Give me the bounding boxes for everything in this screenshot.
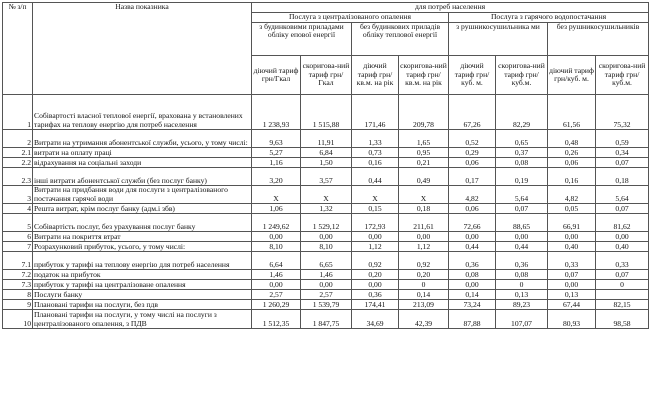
- row-value: 0,00: [252, 280, 301, 290]
- row-value: 0,13: [548, 290, 596, 300]
- row-number: 2.3: [3, 168, 33, 186]
- row-value: 1,12: [352, 242, 399, 252]
- row-value: 0,20: [399, 270, 449, 280]
- row-number: 1: [3, 95, 33, 130]
- row-value: 0,21: [399, 158, 449, 168]
- row-value: 1 260,29: [252, 300, 301, 310]
- row-label: податок на прибуток: [33, 270, 252, 280]
- row-value: 0,06: [449, 204, 496, 214]
- row-value: 0,40: [548, 242, 596, 252]
- row-value: 0,00: [548, 232, 596, 242]
- row-value: 1,12: [399, 242, 449, 252]
- row-value: 6,65: [301, 252, 352, 270]
- row-value: 1,46: [252, 270, 301, 280]
- table-row: [3, 242, 649, 252]
- table-row: [3, 300, 649, 310]
- row-value: 6,84: [301, 148, 352, 158]
- header-hotwater: Послуга з гарячого водопостачання: [449, 13, 649, 23]
- row-value: 211,61: [399, 214, 449, 232]
- row-value: 1,06: [252, 204, 301, 214]
- table-row: [3, 290, 649, 300]
- header-with-towel-dryers: з рушникосушильника ми: [449, 23, 548, 56]
- row-value: 0,07: [596, 204, 649, 214]
- table-row: [3, 95, 649, 130]
- row-label: відрахування на соціальні заходи: [33, 158, 252, 168]
- row-value: 0,16: [352, 158, 399, 168]
- row-value: 88,65: [496, 214, 548, 232]
- row-value: 0: [596, 280, 649, 290]
- row-value: 0: [496, 280, 548, 290]
- row-value: 8,10: [301, 242, 352, 252]
- row-label: прибуток у тарифі на централізоване опалення: [33, 280, 252, 290]
- row-value: 0,26: [548, 148, 596, 158]
- row-value: 0,00: [596, 232, 649, 242]
- row-value: 0,00: [352, 232, 399, 242]
- row-value: 0,06: [548, 158, 596, 168]
- row-value: 0,36: [449, 252, 496, 270]
- row-value: 1,16: [252, 158, 301, 168]
- row-value: 0,18: [596, 168, 649, 186]
- header-num: № з/п: [3, 3, 33, 95]
- row-value: 1 512,35: [252, 310, 301, 329]
- row-label: Собівартість послуг, без урахування послуг банку: [33, 214, 252, 232]
- row-number: 4: [3, 204, 33, 214]
- row-value: 0,92: [352, 252, 399, 270]
- row-value: 171,46: [352, 95, 399, 130]
- row-value: 1 515,88: [301, 95, 352, 130]
- row-value: X: [352, 186, 399, 204]
- row-value: 0,00: [301, 280, 352, 290]
- row-value: 1,65: [399, 130, 449, 148]
- row-value: 0,95: [399, 148, 449, 158]
- row-value: 2,57: [301, 290, 352, 300]
- row-value: 0,44: [496, 242, 548, 252]
- row-value: 0,48: [548, 130, 596, 148]
- table-row: [3, 280, 649, 290]
- row-value: 0,07: [548, 270, 596, 280]
- row-value: 9,63: [252, 130, 301, 148]
- row-value: 0,06: [449, 158, 496, 168]
- row-value: 0,33: [548, 252, 596, 270]
- row-label: витрати на оплату праці: [33, 148, 252, 158]
- row-value: 82,29: [496, 95, 548, 130]
- row-number: 7.1: [3, 252, 33, 270]
- row-value: 81,62: [596, 214, 649, 232]
- header-col-5: діючий тариф грн/куб. м.: [449, 56, 496, 95]
- row-value: 73,24: [449, 300, 496, 310]
- row-value: 0,07: [496, 204, 548, 214]
- row-value: 5,64: [496, 186, 548, 204]
- header-col-3: діючий тариф грн/кв.м. на рік: [352, 56, 399, 95]
- row-value: 107,07: [496, 310, 548, 329]
- row-value: 6,64: [252, 252, 301, 270]
- row-value: 174,41: [352, 300, 399, 310]
- table-row: [3, 310, 649, 329]
- row-value: 42,39: [399, 310, 449, 329]
- row-value: 0,07: [596, 158, 649, 168]
- row-value: 4,82: [449, 186, 496, 204]
- header-without-meters: без будинкових приладів обліку теплової енергії: [352, 23, 449, 56]
- row-label: прибуток у тарифі на теплову енергію для потреб населення: [33, 252, 252, 270]
- row-value: X: [252, 186, 301, 204]
- row-value: 0,15: [352, 204, 399, 214]
- row-value: X: [301, 186, 352, 204]
- table-row: [3, 204, 649, 214]
- row-value: 80,93: [548, 310, 596, 329]
- header-with-meters: з будинковими приладами обліку епової енергії: [252, 23, 352, 56]
- table-row: [3, 148, 649, 158]
- row-value: 1 249,62: [252, 214, 301, 232]
- row-value: 0,16: [548, 168, 596, 186]
- header-col-2: скоригова-ний тариф грн/Гкал: [301, 56, 352, 95]
- row-value: 0,00: [449, 232, 496, 242]
- row-value: [596, 290, 649, 300]
- row-value: 5,64: [596, 186, 649, 204]
- row-value: 0,13: [496, 290, 548, 300]
- header-col-6: скоригова-ний тариф грн/куб.м.: [496, 56, 548, 95]
- row-label: інші витрати абонентської служби (без послуг банку): [33, 168, 252, 186]
- row-value: 0,44: [449, 242, 496, 252]
- header-heating: Послуга з централізованого опалення: [252, 13, 449, 23]
- header-col-7: діючий тариф грн/куб. м.: [548, 56, 596, 95]
- row-value: 0,36: [496, 252, 548, 270]
- row-label: Плановані тарифи на послуги, у тому числі на послуги з централізованого опалення, з ПДВ: [33, 310, 252, 329]
- row-label: Послуги банку: [33, 290, 252, 300]
- row-value: 1,50: [301, 158, 352, 168]
- row-label: Решта витрат, крім послуг банку (адм.і збв): [33, 204, 252, 214]
- row-value: 0,92: [399, 252, 449, 270]
- row-number: 2.1: [3, 148, 33, 158]
- header-without-towel-dryers: без рушникосушильників: [548, 23, 649, 56]
- header-col-8: скоригова-ний тариф грн/куб.м.: [596, 56, 649, 95]
- row-value: 4,82: [548, 186, 596, 204]
- row-value: 8,10: [252, 242, 301, 252]
- row-value: 5,27: [252, 148, 301, 158]
- row-value: 1 539,79: [301, 300, 352, 310]
- row-value: X: [399, 186, 449, 204]
- row-value: 89,23: [496, 300, 548, 310]
- row-value: 67,44: [548, 300, 596, 310]
- row-label: Плановані тарифи на послуги, без пдв: [33, 300, 252, 310]
- table-row: [3, 232, 649, 242]
- table-row: [3, 158, 649, 168]
- tariff-table: [2, 2, 649, 329]
- row-value: 66,91: [548, 214, 596, 232]
- row-value: 0,33: [596, 252, 649, 270]
- row-number: 2: [3, 130, 33, 148]
- row-value: 0,00: [548, 280, 596, 290]
- row-value: 3,20: [252, 168, 301, 186]
- row-label: Собівартості власної теплової енергії, врахована у встановлених тарифах на теплову енергію для потреб населення: [33, 95, 252, 130]
- table-row: [3, 270, 649, 280]
- table-body: [3, 95, 649, 329]
- row-value: 0,18: [399, 204, 449, 214]
- row-value: 0,07: [596, 270, 649, 280]
- row-value: 172,93: [352, 214, 399, 232]
- row-value: 0,08: [449, 270, 496, 280]
- row-value: 0,49: [399, 168, 449, 186]
- row-number: 9: [3, 300, 33, 310]
- row-number: 10: [3, 310, 33, 329]
- row-value: 0,00: [252, 232, 301, 242]
- row-value: 75,32: [596, 95, 649, 130]
- row-value: 1 847,75: [301, 310, 352, 329]
- row-value: 209,78: [399, 95, 449, 130]
- row-value: 0,37: [496, 148, 548, 158]
- row-value: 0: [399, 280, 449, 290]
- row-label: Витрати на покриття втрат: [33, 232, 252, 242]
- table-row: [3, 168, 649, 186]
- row-value: 11,91: [301, 130, 352, 148]
- row-value: 0,08: [496, 270, 548, 280]
- row-value: 1,33: [352, 130, 399, 148]
- row-number: 8: [3, 290, 33, 300]
- table-row: [3, 214, 649, 232]
- row-value: 0,00: [301, 232, 352, 242]
- row-value: 0,00: [496, 232, 548, 242]
- table-row: [3, 130, 649, 148]
- row-value: 0,05: [548, 204, 596, 214]
- row-label: Витрати на утримання абонентської служби, усього, у тому числі:: [33, 130, 252, 148]
- row-value: 1 529,12: [301, 214, 352, 232]
- row-value: 2,57: [252, 290, 301, 300]
- row-number: 3: [3, 186, 33, 204]
- row-value: 0,36: [352, 290, 399, 300]
- row-number: 5: [3, 214, 33, 232]
- row-value: 3,57: [301, 168, 352, 186]
- row-value: 61,56: [548, 95, 596, 130]
- row-value: 1 238,93: [252, 95, 301, 130]
- row-value: 0,34: [596, 148, 649, 158]
- row-value: 1,32: [301, 204, 352, 214]
- row-value: 0,59: [596, 130, 649, 148]
- row-value: 0,20: [352, 270, 399, 280]
- row-value: 72,66: [449, 214, 496, 232]
- row-value: 0,52: [449, 130, 496, 148]
- row-value: 0,19: [496, 168, 548, 186]
- header-name: Назва показника: [33, 3, 252, 95]
- row-value: 0,14: [399, 290, 449, 300]
- row-value: 0,29: [449, 148, 496, 158]
- row-value: 82,15: [596, 300, 649, 310]
- row-value: 0,40: [596, 242, 649, 252]
- row-value: 213,09: [399, 300, 449, 310]
- row-value: 34,69: [352, 310, 399, 329]
- row-number: 7.3: [3, 280, 33, 290]
- row-value: 0,08: [496, 158, 548, 168]
- table-row: [3, 252, 649, 270]
- row-value: 1,46: [301, 270, 352, 280]
- row-value: 87,88: [449, 310, 496, 329]
- row-value: 98,58: [596, 310, 649, 329]
- row-value: 67,26: [449, 95, 496, 130]
- row-value: 0,65: [496, 130, 548, 148]
- row-value: 0,17: [449, 168, 496, 186]
- row-value: 0,00: [352, 280, 399, 290]
- row-number: 7: [3, 242, 33, 252]
- row-value: 0,73: [352, 148, 399, 158]
- row-label: Витрати на придбання води для послуги з централізованого постачання гарячої води: [33, 186, 252, 204]
- row-value: 0,00: [399, 232, 449, 242]
- row-number: 2.2: [3, 158, 33, 168]
- row-value: 0,00: [449, 280, 496, 290]
- row-value: 0,14: [449, 290, 496, 300]
- table-row: [3, 186, 649, 204]
- header-col-1: діючий тариф грн/Гкал: [252, 56, 301, 95]
- row-number: 7.2: [3, 270, 33, 280]
- row-label: Розрахунковий прибуток, усього, у тому числі:: [33, 242, 252, 252]
- header-top: для потреб населення: [252, 3, 649, 13]
- row-value: 0,44: [352, 168, 399, 186]
- header-col-4: скоригова-ний тариф грн/кв.м. на рік: [399, 56, 449, 95]
- row-number: 6: [3, 232, 33, 242]
